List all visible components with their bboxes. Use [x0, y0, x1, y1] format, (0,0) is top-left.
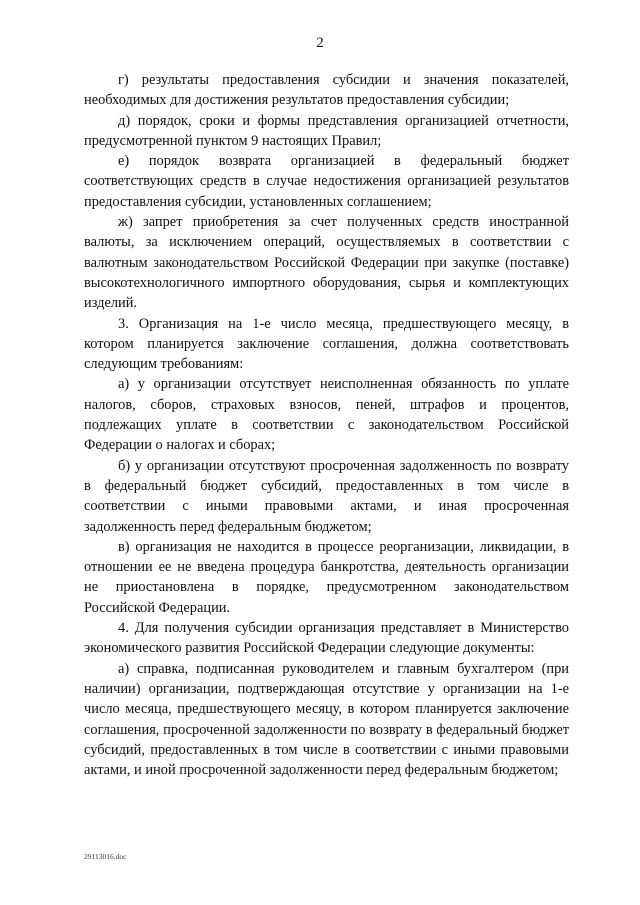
document-file-id: 29113016.doc: [84, 852, 127, 861]
paragraph-3b: б) у организации отсутствуют просроченная задолженность по возврату в федеральный бюджет субсидий, предоставленных в том числе в соответствии с иными правовыми актами, и иная просроченная задолженность перед федеральным бюджетом;: [84, 457, 569, 535]
paragraph-d: д) порядок, сроки и формы представления организацией отчетности, предусмотренной пунктом 9 настоящих Правил;: [84, 112, 569, 149]
paragraph-3v: в) организация не находится в процессе реорганизации, ликвидации, в отношении ее не введена процедура банкротства, деятельность организации не приостановлена в порядке, предусмотренном законодательством Российской Федерации.: [84, 538, 569, 616]
paragraph-e: е) порядок возврата организацией в федеральный бюджет соответствующих средств в случае недостижения организацией результатов предоставления субсидии, установленных соглашением;: [84, 153, 569, 210]
paragraph-3a: а) у организации отсутствует неисполненная обязанность по уплате налогов, сборов, страховых взносов, пеней, штрафов и процентов, подлежащих уплате в соответствии с законодательством Российской Федерации о налогах и сборах;: [84, 376, 569, 454]
page-number: 2: [316, 35, 324, 51]
paragraph-section-3: 3. Организация на 1-е число месяца, предшествующего месяцу, в котором планируется заключение соглашения, должна соответствовать следующим требованиям:: [84, 315, 569, 373]
paragraph-zh: ж) запрет приобретения за счет полученных средств иностранной валюты, за исключением операций, осуществляемых в соответствии с валютным законодательством Российской Федерации при закупке (поставке) высокотехнологичного импортного оборудования, сырья и комплектующих изделий.: [84, 214, 569, 312]
document-body: [84, 70, 569, 780]
paragraph-section-4: 4. Для получения субсидии организация представляет в Министерство экономического развития Российской Федерации следующие документы:: [84, 620, 569, 657]
paragraph-g: г) результаты предоставления субсидии и значения показателей, необходимых для достижения результатов предоставления субсидии;: [84, 72, 569, 109]
paragraph-4a: а) справка, подписанная руководителем и главным бухгалтером (при наличии) организации, подтверждающая отсутствие у организации на 1-е число месяца, предшествующего месяцу, в котором планируется заключение соглашения, просроченной задолженности по возврату в федеральный бюджет субсидий, предоставленных в том числе в соответствии с иными правовыми актами, и иной просроченной задолженности перед федеральным бюджетом;: [84, 660, 569, 779]
